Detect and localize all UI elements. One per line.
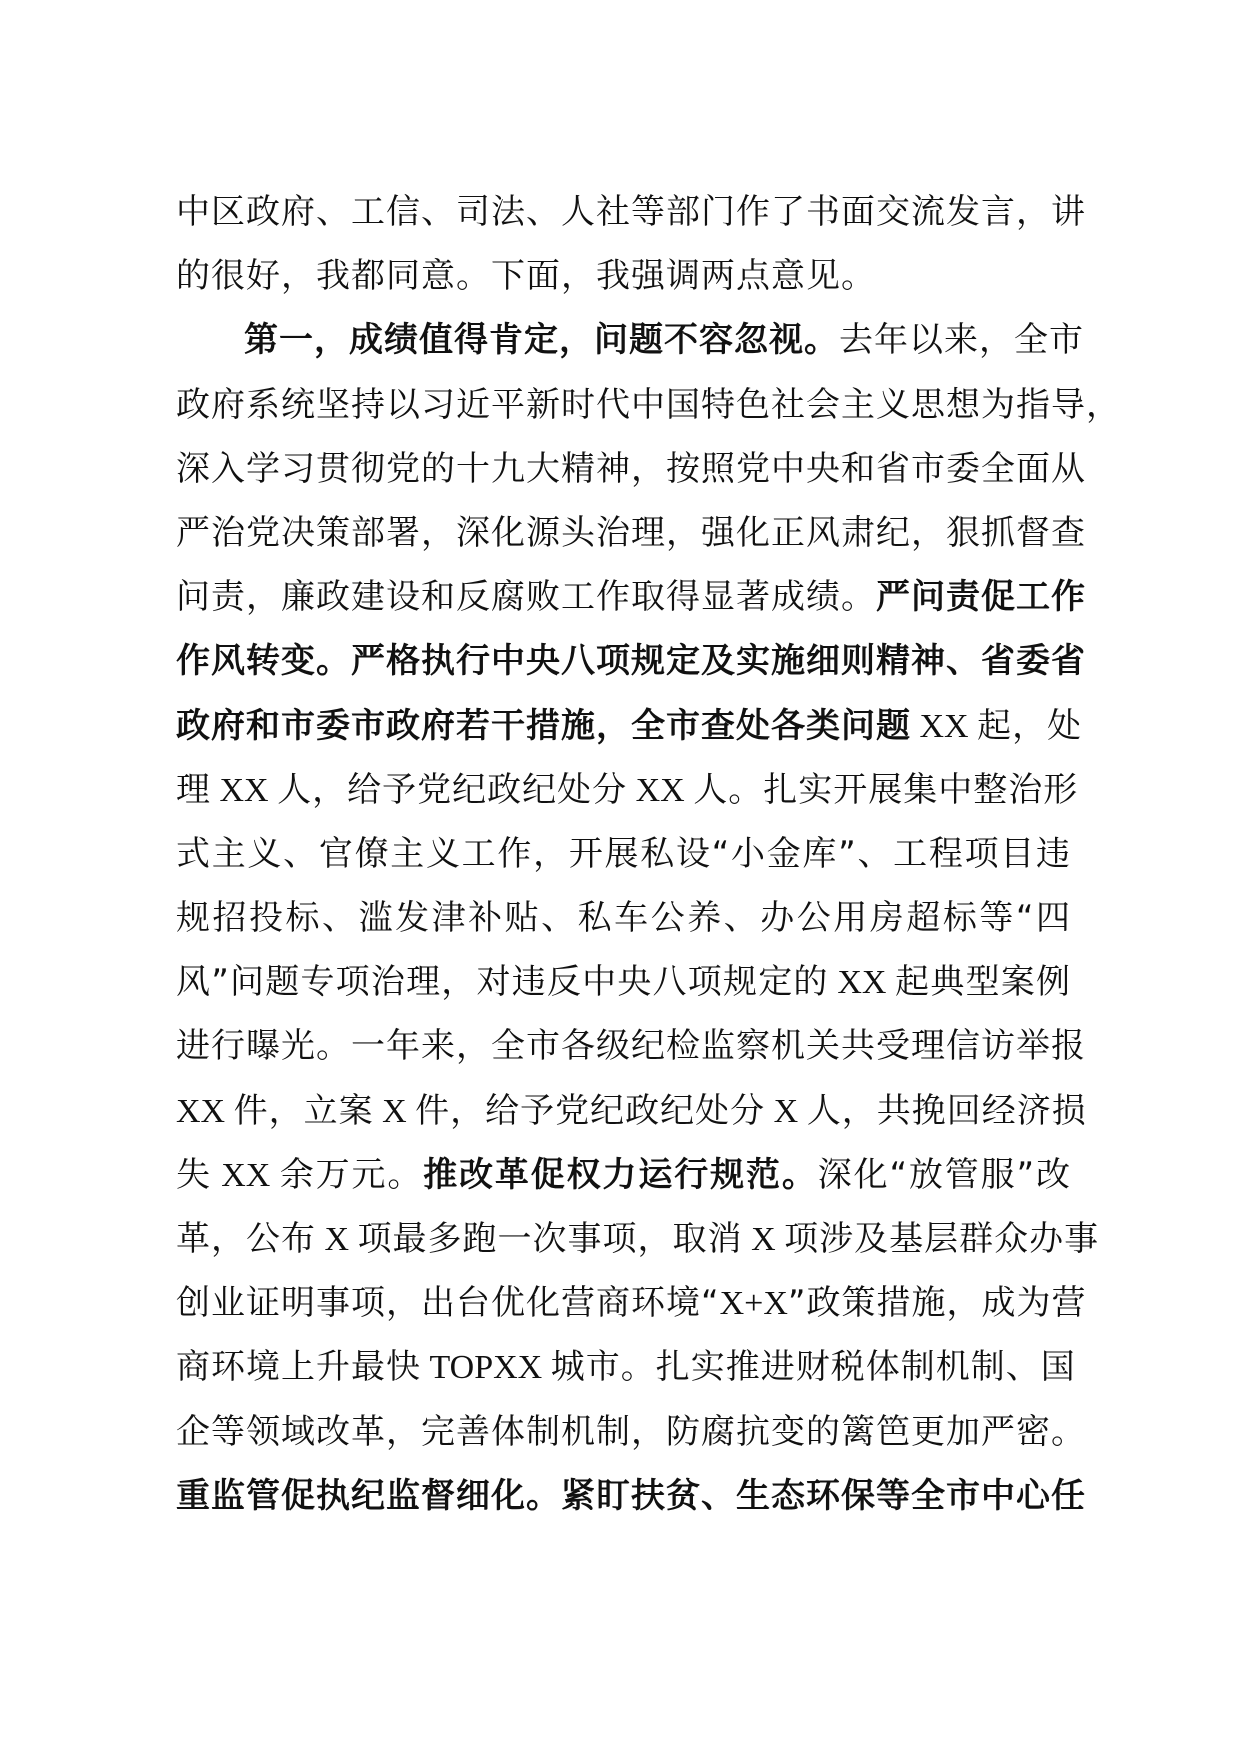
text-run: X — [373, 1092, 416, 1130]
text-run: 人，共挽回经济损 — [806, 1090, 1087, 1131]
paragraph-2 — [176, 308, 1121, 1528]
text-line — [176, 437, 1086, 501]
text-run: 人。扎实开展集中整治形 — [693, 769, 1079, 810]
text-run: 项最多跑一次事项，取消 — [357, 1219, 743, 1259]
text-line — [176, 373, 1121, 437]
text-line — [176, 629, 1086, 693]
text-run: 深入学习贯彻党的十九大精神，按照党中央和省市委全面从 — [176, 448, 1086, 489]
text-line — [176, 308, 1084, 372]
bold-text-run: 推改革促权力运行规范。 — [423, 1154, 818, 1195]
text-run: 商环境上升最快 — [176, 1347, 421, 1388]
text-run: 深化“放管服”改 — [817, 1154, 1072, 1195]
text-line — [176, 886, 1071, 950]
text-run: XX — [176, 1092, 234, 1130]
text-line — [176, 1207, 1100, 1271]
text-line — [176, 1143, 1071, 1207]
text-run: 人，给予党纪政纪处分 — [277, 769, 628, 810]
text-line — [176, 1335, 1076, 1399]
text-run: 城市。扎实推进财税体制机制、国 — [550, 1347, 1076, 1388]
text-line — [176, 950, 1071, 1014]
text-run: 余万元。 — [279, 1154, 424, 1195]
text-run: 件，立案 — [233, 1090, 374, 1131]
paragraph-1 — [176, 180, 1086, 308]
text-run: X — [765, 1092, 807, 1130]
text-run: X — [742, 1221, 785, 1258]
text-run: XX — [211, 1156, 280, 1194]
text-run: 进行曝光。一年来，全市各级纪检监察机关共受理信访举报 — [176, 1026, 1086, 1067]
text-run: 的很好，我都同意。下面，我强调两点意见。 — [176, 256, 876, 297]
bold-text-run: 严问责促工作 — [876, 577, 1086, 618]
text-run: ”政策措施，成为营 — [787, 1283, 1087, 1324]
text-run: 起典型案例 — [895, 962, 1071, 1003]
text-run: 起，处 — [977, 705, 1083, 746]
text-line — [176, 1400, 1086, 1464]
text-run: X — [316, 1221, 358, 1258]
text-line — [176, 694, 1083, 758]
text-line — [176, 1271, 1087, 1335]
text-run: 严治党决策部署，深化源头治理，强化正风肃纪，狠抓督查 — [176, 512, 1086, 553]
text-run: TOPXX — [421, 1349, 551, 1387]
text-line — [176, 1464, 1086, 1528]
text-line — [176, 565, 1086, 629]
text-line — [176, 1014, 1086, 1078]
text-line — [176, 822, 1071, 886]
text-run: 规招投标、滥发津补贴、私车公养、办公用房超标等“四 — [176, 898, 1071, 939]
text-run: 中区政府、工信、司法、人社等部门作了书面交流发言，讲 — [176, 192, 1086, 232]
text-run: 创业证明事项，出台优化营商环境“ — [176, 1283, 720, 1324]
text-line — [176, 501, 1086, 565]
text-run: 项涉及基层群众办事 — [784, 1219, 1100, 1259]
text-line — [176, 244, 1071, 308]
text-line — [176, 758, 1079, 822]
bold-text-run: 作风转变。严格执行中央八项规定及实施细则精神、省委省 — [176, 641, 1086, 682]
text-run: 风”问题专项治理，对违反中央八项规定的 — [176, 962, 829, 1003]
text-run: XX — [911, 707, 978, 745]
text-run: 件，给予党纪政纪处分 — [415, 1090, 766, 1131]
text-run: 式主义、官僚主义工作，开展私设“小金库”、工程项目违 — [176, 833, 1071, 874]
text-run: XX — [627, 771, 694, 809]
text-run: 失 — [176, 1154, 212, 1195]
text-run: XX — [828, 964, 896, 1002]
bold-text-run: 第一，成绩值得肯定，问题不容忽视。 — [244, 320, 839, 361]
text-run: 企等领域改革，完善体制机制，防腐抗变的篱笆更加严密。 — [176, 1411, 1086, 1452]
bold-text-run: 政府和市委市政府若干措施，全市查处各类问题 — [176, 705, 911, 746]
text-run: 政府系统坚持以习近平新时代中国特色社会主义思想为指导， — [176, 384, 1121, 425]
document-body — [176, 180, 1121, 1528]
text-run: 理 — [176, 769, 211, 810]
text-run: XX — [211, 771, 278, 809]
text-line — [176, 180, 1086, 244]
text-run: X+X — [719, 1285, 788, 1323]
text-run: 去年以来，全市 — [839, 320, 1084, 361]
text-run: 革，公布 — [176, 1219, 316, 1259]
text-run: 问责，廉政建设和反腐败工作取得显著成绩。 — [176, 577, 876, 618]
text-line — [176, 1079, 1087, 1143]
bold-text-run: 重监管促执纪监督细化。紧盯扶贫、生态环保等全市中心任 — [176, 1475, 1086, 1516]
